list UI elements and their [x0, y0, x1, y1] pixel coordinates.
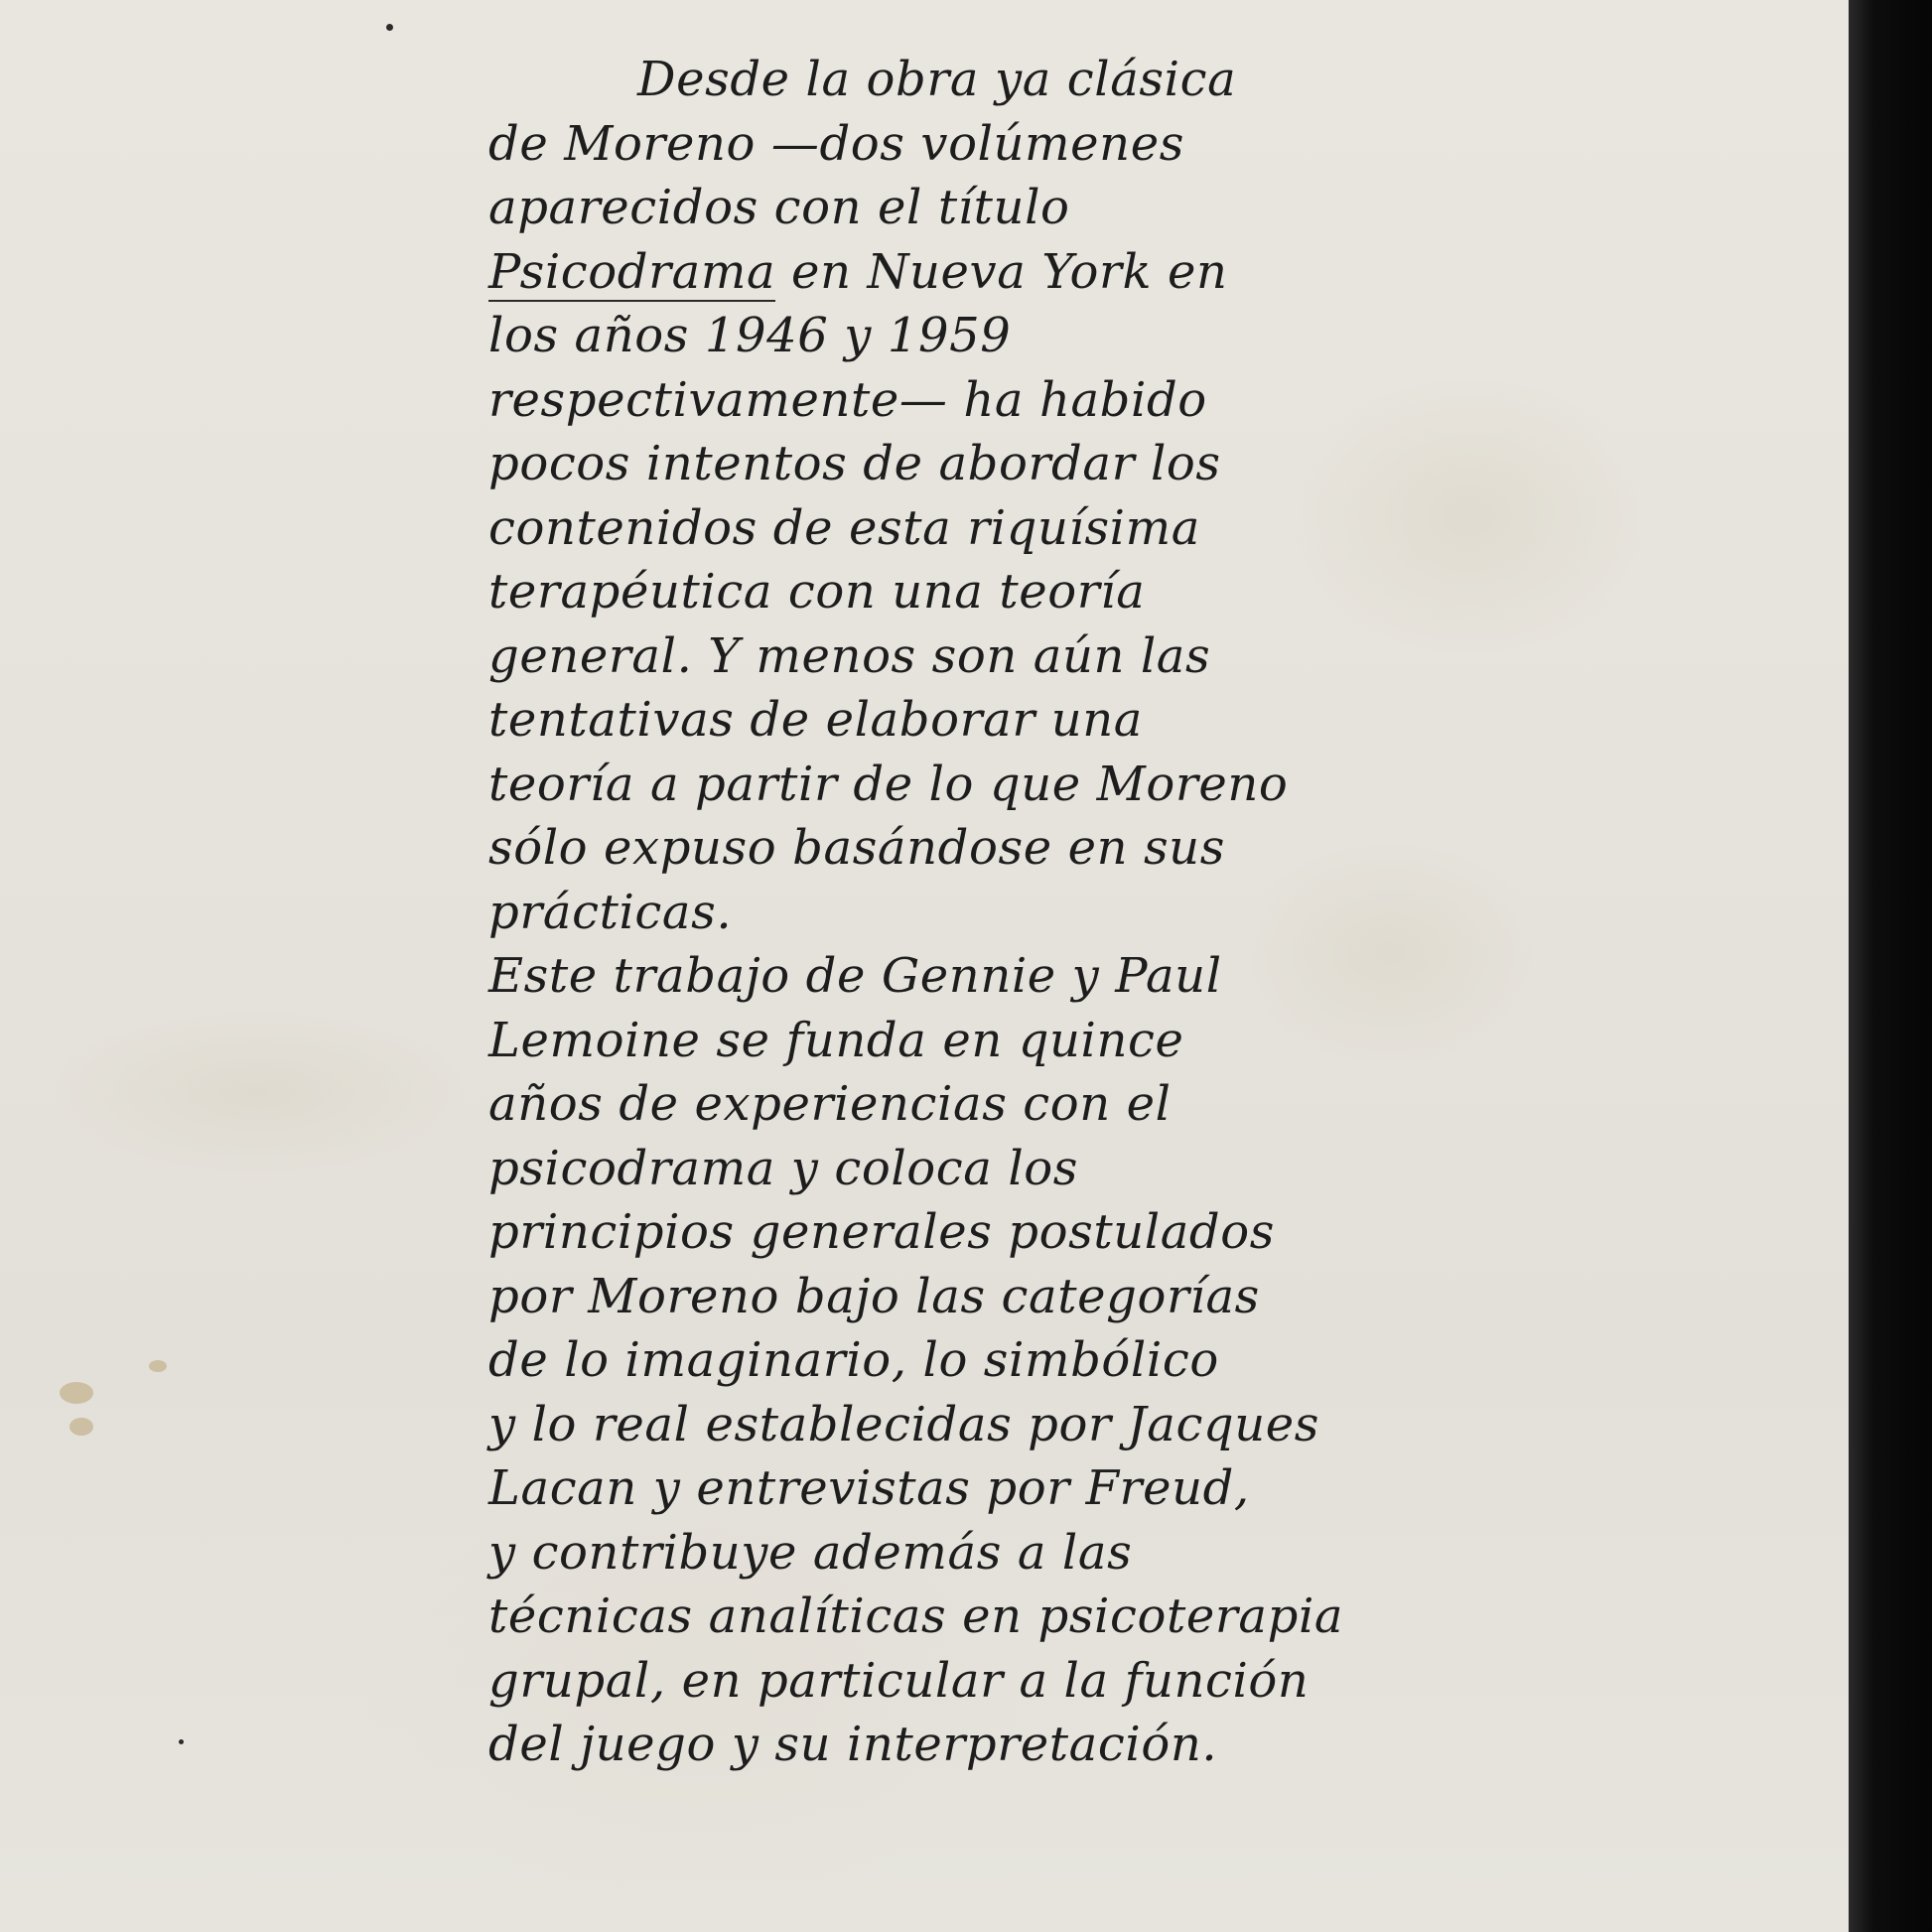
foxing-stain — [149, 1360, 167, 1372]
blurb-line: técnicas analíticas en psicoterapia — [488, 1588, 1344, 1644]
foxing-stain — [69, 1418, 93, 1436]
blurb-line: y lo real establecidas por Jacques — [488, 1396, 1320, 1452]
blurb-line: por Moreno bajo las categorías — [488, 1268, 1260, 1324]
blurb-line: teoría a partir de lo que Moreno — [488, 756, 1289, 812]
blurb-line: principios generales postulados — [488, 1204, 1275, 1260]
blurb-line: grupal, en particular a la función — [488, 1652, 1310, 1709]
blurb-line: pocos intentos de abordar los — [488, 436, 1221, 491]
blurb-line: del juego y su interpretación. — [488, 1717, 1218, 1772]
blurb-line: general. Y menos son aún las — [488, 627, 1211, 684]
book-title-psicodrama: Psicodrama — [488, 243, 776, 300]
blurb-line: Lemoine se funda en quince — [488, 1012, 1184, 1068]
blurb-line: los años 1946 y 1959 — [488, 308, 1012, 363]
blurb-line: años de experiencias con el — [488, 1076, 1172, 1132]
blurb-line-rest: en Nueva York en — [775, 243, 1228, 300]
blurb-line: Desde la obra ya clásica — [637, 52, 1237, 107]
blurb-line: de Moreno —dos volúmenes — [488, 115, 1184, 172]
blurb-line: terapéutica con una teoría — [488, 564, 1146, 620]
dust-speck — [386, 24, 393, 31]
dust-speck — [179, 1739, 184, 1744]
blurb-line: aparecidos con el título — [488, 180, 1070, 235]
blurb-text — [488, 48, 1344, 1777]
blurb-line-with-title — [488, 240, 1332, 305]
blurb-line: tentativas de elaborar una — [488, 692, 1143, 748]
blurb-line: de lo imaginario, lo simbólico — [488, 1332, 1219, 1388]
blurb-line: psicodrama y coloca los — [488, 1140, 1079, 1196]
blurb-line: prácticas. — [488, 884, 733, 940]
dark-background-edge — [1849, 0, 1932, 1932]
blurb-line: respectivamente— ha habido — [488, 371, 1207, 428]
blurb-line: y contribuye además a las — [488, 1524, 1133, 1581]
blurb-line: Lacan y entrevistas por Freud, — [488, 1460, 1250, 1516]
foxing-stain — [60, 1382, 93, 1404]
blurb-line: Este trabajo de Gennie y Paul — [488, 948, 1222, 1004]
blurb-line: contenidos de esta riquísima — [488, 499, 1200, 556]
blurb-line: sólo expuso basándose en sus — [488, 820, 1225, 876]
